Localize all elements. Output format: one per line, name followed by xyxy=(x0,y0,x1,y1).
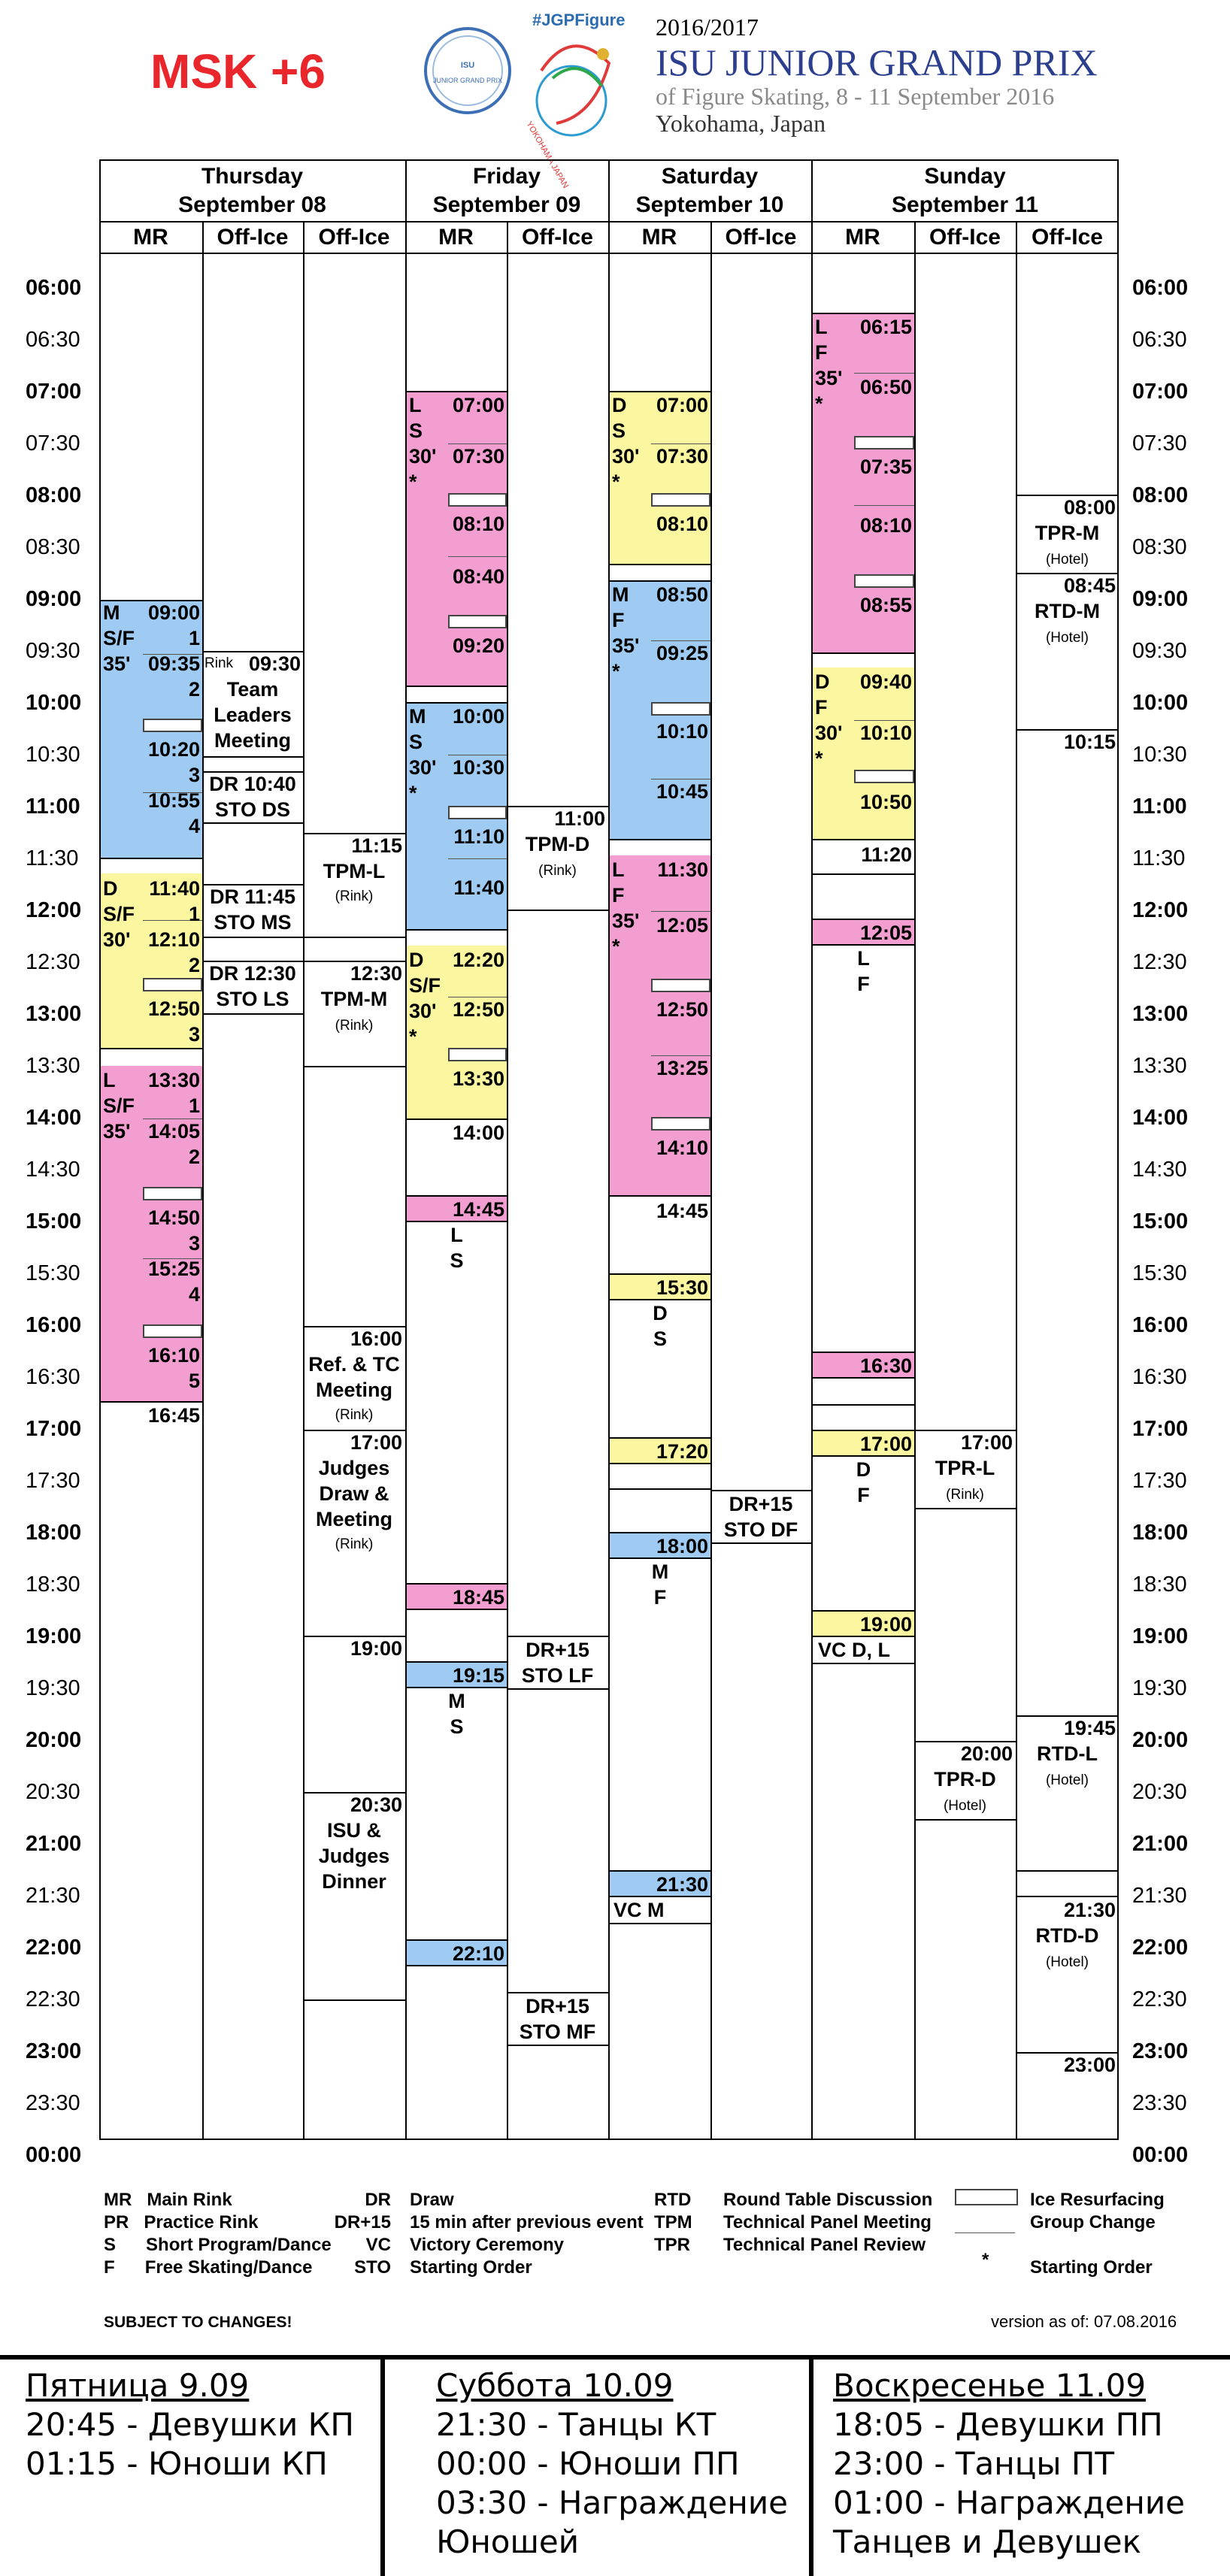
footer-divider xyxy=(0,2355,1230,2360)
thu-tl-time: 09:30 xyxy=(248,652,301,675)
col-line xyxy=(914,222,916,2140)
time-label: 08:30 xyxy=(26,535,80,559)
svg-text:ISU: ISU xyxy=(460,61,475,70)
group-change xyxy=(448,858,507,859)
version-note: version as of: 07.08.2016 xyxy=(991,2312,1177,2331)
resurfacing-mark xyxy=(448,493,507,507)
sat-ds-t1: 07:00 xyxy=(656,394,708,416)
sun-1205: 12:05 xyxy=(859,922,912,944)
slot-line xyxy=(914,1508,1016,1509)
time-label: 11:00 xyxy=(1132,795,1187,819)
fri-ms-code: M S 30' * xyxy=(409,705,437,804)
thu-ref-meeting: Ref. & TC Meeting xyxy=(308,1353,400,1401)
fri-sto-mf: DR+15 STO MF xyxy=(519,1995,596,2043)
slot-line xyxy=(813,873,914,875)
group-change xyxy=(854,373,914,374)
fri-ls-t2: 07:30 xyxy=(452,445,504,468)
fri-ds-t1: 12:20 xyxy=(452,949,504,971)
slot-line xyxy=(1016,1870,1119,1872)
sun-1120: 11:20 xyxy=(861,843,912,866)
time-label: 07:30 xyxy=(1132,431,1187,456)
fri-ds-t2: 12:50 xyxy=(452,998,504,1021)
resurfacing-mark xyxy=(143,1187,202,1200)
time-label: 07:30 xyxy=(26,431,80,456)
sun-1015: 10:15 xyxy=(1063,731,1116,753)
sun-rtdl-place: (Hotel) xyxy=(1045,1772,1089,1788)
footer-saturday: Суббота 10.09 21:30 - Танцы КТ 00:00 - Юноши ПП 03:30 - Награждение Юношей xyxy=(436,2367,788,2560)
fri-1445: 14:45 xyxy=(452,1198,504,1221)
time-label: 23:00 xyxy=(1132,2039,1189,2063)
time-label: 00:00 xyxy=(26,2143,82,2167)
time-label: 20:00 xyxy=(1132,1728,1189,1752)
time-label: 14:30 xyxy=(1132,1158,1187,1182)
slot-line xyxy=(202,937,303,938)
time-label: 11:30 xyxy=(26,846,79,870)
fri-ls-t3: 08:10 xyxy=(452,513,504,535)
sun-tprm: TPR-M xyxy=(1035,522,1100,544)
sun-rtdd-time: 21:30 xyxy=(1063,1899,1116,1921)
slot-line xyxy=(202,1013,303,1015)
time-label: 00:00 xyxy=(1132,2143,1189,2167)
col-header: Off-Ice xyxy=(929,225,1001,250)
time-label: 20:00 xyxy=(26,1728,82,1752)
sat-ds-t3: 08:10 xyxy=(656,513,708,535)
sun-rtdm-time: 08:45 xyxy=(1063,574,1116,597)
sat-1445: 14:45 xyxy=(656,1200,708,1222)
fri-sto-lf: DR+15 STO LF xyxy=(521,1639,594,1687)
col-header: Off-Ice xyxy=(318,225,390,250)
fri-tpmd-time: 11:00 xyxy=(554,807,605,830)
time-label: 07:00 xyxy=(1132,380,1189,404)
thu-ref-place: (Rink) xyxy=(335,1407,374,1423)
fri-2210: 22:10 xyxy=(452,1942,504,1965)
resurfacing-mark xyxy=(448,1048,507,1061)
col-line xyxy=(507,222,508,2140)
event-title: ISU JUNIOR GRAND PRIX xyxy=(656,41,1098,83)
group-change xyxy=(651,911,710,912)
thu-ms-code: M S/F 35' xyxy=(103,601,135,675)
slot-line xyxy=(914,1819,1016,1821)
thu-team-leaders: Team Leaders Meeting xyxy=(214,678,292,752)
time-label: 13:30 xyxy=(26,1054,80,1078)
sun-lf-t1: 06:15 xyxy=(859,316,912,338)
col-header: MR xyxy=(845,225,880,250)
fri-1845: 18:45 xyxy=(452,1586,504,1609)
thu-ds-times-2: 12:50 3 xyxy=(147,997,200,1046)
time-label: 09:30 xyxy=(1132,639,1187,663)
fri-ms-t1: 10:00 xyxy=(452,705,504,728)
day-header-friday: Friday September 09 xyxy=(432,164,581,217)
thu-ls-times: 13:30 1 14:05 2 xyxy=(147,1069,200,1168)
time-label: 22:00 xyxy=(26,1936,82,1960)
fri-1400: 14:00 xyxy=(452,1122,504,1144)
time-label: 23:30 xyxy=(26,2091,80,2115)
legend-col3-keys: RTD TPM TPR xyxy=(654,2190,692,2255)
thu-dinner: ISU & Judges Dinner xyxy=(318,1819,390,1893)
time-label: 06:30 xyxy=(1132,328,1187,352)
sun-df-code: D F 30' * xyxy=(815,670,843,770)
fri-1915: 19:15 xyxy=(452,1664,504,1687)
thu-tpml: TPM-L xyxy=(323,860,386,882)
time-label: 07:00 xyxy=(26,380,82,404)
slot-line xyxy=(202,822,303,824)
resurfacing-mark xyxy=(651,702,710,716)
time-label: 23:00 xyxy=(26,2039,82,2063)
time-label: 15:00 xyxy=(1132,1209,1189,1234)
slot-line xyxy=(507,2045,608,2046)
svg-text:JUNIOR GRAND PRIX: JUNIOR GRAND PRIX xyxy=(432,77,503,84)
resurfacing-mark xyxy=(651,493,710,507)
sat-ds-code: D S 30' * xyxy=(612,394,640,493)
thu-sto-ds: DR 10:40 STO DS xyxy=(209,773,296,821)
thu-ds-times: 11:40 1 12:10 2 xyxy=(147,877,200,976)
fri-ls-t4: 08:40 xyxy=(452,565,504,588)
time-label: 17:00 xyxy=(26,1417,82,1441)
sun-rtdl: RTD-L xyxy=(1037,1742,1098,1765)
fri-ms-t4: 11:40 xyxy=(453,876,504,899)
col-header: Off-Ice xyxy=(725,225,797,250)
col-header: MR xyxy=(641,225,677,250)
hashtag: #JGPFigure xyxy=(532,11,626,29)
sun-rtdm: RTD-M xyxy=(1035,600,1100,622)
time-label: 17:00 xyxy=(1132,1417,1189,1441)
time-label: 22:30 xyxy=(1132,1987,1187,2011)
time-label: 08:30 xyxy=(1132,535,1187,559)
slot-line xyxy=(507,910,608,911)
time-label: 15:00 xyxy=(26,1209,82,1234)
time-label: 22:30 xyxy=(26,1987,80,2011)
thu-ls-times-3: 16:10 5 xyxy=(147,1344,200,1392)
time-label: 23:30 xyxy=(1132,2091,1187,2115)
resurfacing-mark xyxy=(143,978,202,991)
thu-tpmm-time: 12:30 xyxy=(350,962,402,985)
sat-lf-t5: 14:10 xyxy=(656,1137,708,1159)
fri-ls-2: L S xyxy=(450,1224,464,1272)
sun-tprd-time: 20:00 xyxy=(960,1742,1013,1765)
sun-rtdd-place: (Hotel) xyxy=(1045,1954,1089,1970)
sat-1720: 17:20 xyxy=(656,1440,708,1463)
fri-ms-2: M S xyxy=(448,1690,465,1738)
thu-ms-times-2: 10:20 3 10:55 4 xyxy=(147,738,200,837)
time-label: 18:00 xyxy=(26,1521,82,1545)
sun-tprd-place: (Hotel) xyxy=(943,1798,986,1814)
time-label: 12:30 xyxy=(26,950,80,974)
time-label: 10:00 xyxy=(1132,691,1189,715)
thu-ref-time: 16:00 xyxy=(350,1327,402,1350)
sun-rtdl-time: 19:45 xyxy=(1063,1717,1116,1739)
legend-groupchange-swatch xyxy=(955,2232,1015,2233)
time-label: 12:00 xyxy=(1132,898,1189,922)
legend-col4: Ice Resurfacing Group Change Starting Order xyxy=(1030,2190,1165,2278)
col-header: Off-Ice xyxy=(1031,225,1103,250)
sat-lf-t3: 12:50 xyxy=(656,998,708,1021)
col-line xyxy=(710,222,712,2140)
resurfacing-mark xyxy=(854,436,914,450)
time-label: 21:00 xyxy=(1132,1832,1189,1856)
thu-sto-ls: DR 12:30 STO LS xyxy=(209,962,296,1010)
thu-tpmm-place: (Rink) xyxy=(335,1018,374,1034)
time-label: 15:30 xyxy=(26,1261,80,1285)
time-label: 09:30 xyxy=(26,639,80,663)
sat-ds-2: D S xyxy=(653,1302,668,1350)
thu-dinner-time: 20:30 xyxy=(350,1794,402,1816)
thu-tpml-place: (Rink) xyxy=(335,888,374,904)
time-label: 12:00 xyxy=(26,898,82,922)
sun-2300: 23:00 xyxy=(1063,2054,1116,2076)
sun-df-t1: 09:40 xyxy=(859,670,912,693)
slot-line xyxy=(303,937,405,938)
sun-tprd: TPR-D xyxy=(934,1768,996,1790)
slot-line xyxy=(710,1542,811,1544)
time-label: 16:30 xyxy=(1132,1365,1187,1389)
time-label: 10:30 xyxy=(1132,743,1187,767)
sun-lf-t2: 06:50 xyxy=(859,376,912,398)
sat-mf-t2: 09:25 xyxy=(656,642,708,664)
col-header: MR xyxy=(438,225,474,250)
resurfacing-mark xyxy=(854,770,914,783)
fri-tpmd-place: (Rink) xyxy=(538,863,577,879)
header-line xyxy=(99,253,1119,254)
slot-line xyxy=(610,1488,710,1490)
fri-ds-code: D S/F 30' * xyxy=(409,949,441,1048)
sun-lf-code: L F 35' * xyxy=(815,316,843,415)
thu-ls-times-2: 14:50 3 15:25 4 xyxy=(147,1206,200,1306)
footer-sunday: Воскресенье 11.09 18:05 - Девушки ПП 23:00 - Танцы ПТ 01:00 - Награждение Танцев и Девушек xyxy=(833,2367,1185,2560)
sat-mf-t3: 10:10 xyxy=(656,720,708,743)
slot-line xyxy=(303,1066,405,1067)
slot-line xyxy=(610,1923,710,1924)
sun-df-t2: 10:10 xyxy=(859,722,912,744)
fri-ms-t3: 11:10 xyxy=(453,825,504,848)
time-label: 12:30 xyxy=(1132,950,1187,974)
resurfacing-mark xyxy=(854,574,914,588)
group-change xyxy=(448,556,507,557)
sun-df-2: D F xyxy=(856,1458,871,1506)
time-label: 16:00 xyxy=(1132,1313,1189,1337)
sun-vc-dl: VC D, L xyxy=(818,1639,891,1661)
thu-mr-end: 16:45 xyxy=(147,1404,200,1427)
thu-tpmm: TPM-M xyxy=(320,988,388,1010)
sat-lf-t2: 12:05 xyxy=(656,914,708,937)
time-label: 17:30 xyxy=(26,1469,80,1493)
resurfacing-mark xyxy=(651,1117,710,1131)
thu-ms-times: 09:00 1 09:35 2 xyxy=(147,601,200,701)
resurfacing-mark xyxy=(448,615,507,628)
time-label: 10:30 xyxy=(26,743,80,767)
time-label: 16:00 xyxy=(26,1313,82,1337)
slot-line xyxy=(813,1404,914,1406)
legend-col1: MR Main Rink PR Practice Rink S Short Program/Dance F Free Skating/Dance xyxy=(104,2190,332,2278)
time-label: 21:30 xyxy=(1132,1884,1187,1908)
time-label: 09:00 xyxy=(1132,587,1189,611)
time-label: 21:00 xyxy=(26,1832,82,1856)
sat-sto-df: DR+15 STO DF xyxy=(723,1493,798,1541)
time-label: 22:00 xyxy=(1132,1936,1189,1960)
sun-lf-2: L F xyxy=(857,947,870,995)
sun-rtdd: RTD-D xyxy=(1035,1924,1099,1947)
fri-tpmd: TPM-D xyxy=(525,833,590,855)
time-label: 14:00 xyxy=(26,1106,82,1130)
time-label: 08:00 xyxy=(1132,483,1189,507)
sun-lf-t3: 07:35 xyxy=(859,456,912,478)
fri-ls-code: L S 30' * xyxy=(409,394,437,493)
thu-draw-place: (Rink) xyxy=(335,1536,374,1552)
time-label: 06:00 xyxy=(26,276,82,300)
event-logo xyxy=(421,11,647,190)
event-subtitle: of Figure Skating, 8 - 11 September 2016 xyxy=(656,83,1055,110)
time-label: 21:30 xyxy=(26,1884,80,1908)
resurfacing-mark xyxy=(651,979,710,992)
time-label: 17:30 xyxy=(1132,1469,1187,1493)
slot-line xyxy=(813,1663,914,1664)
sat-ds-t2: 07:30 xyxy=(656,445,708,468)
slot-line xyxy=(303,1999,405,2001)
time-label: 16:30 xyxy=(26,1365,80,1389)
footer-friday: Пятница 9.09 20:45 - Девушки КП 01:15 - Юноши КП xyxy=(26,2367,355,2482)
sun-1630: 16:30 xyxy=(859,1355,912,1377)
sat-vc-m: VC M xyxy=(613,1899,665,1921)
time-label: 06:30 xyxy=(26,328,80,352)
sun-tprl: TPR-L xyxy=(935,1457,995,1479)
sat-1530: 15:30 xyxy=(656,1276,708,1299)
time-label: 10:00 xyxy=(26,691,82,715)
sun-tprm-place: (Hotel) xyxy=(1045,552,1089,568)
col-line xyxy=(202,222,204,2140)
sun-df-t3: 10:50 xyxy=(859,791,912,813)
time-label: 19:00 xyxy=(1132,1624,1189,1648)
time-label: 08:00 xyxy=(26,483,82,507)
fri-ls-t1: 07:00 xyxy=(452,394,504,416)
thu-rink-note: Rink xyxy=(204,655,234,671)
time-label: 13:00 xyxy=(1132,1002,1189,1026)
time-label: 18:30 xyxy=(26,1573,80,1597)
fri-ls-t5: 09:20 xyxy=(452,634,504,657)
time-label: 15:30 xyxy=(1132,1261,1187,1285)
col-header: Off-Ice xyxy=(521,225,593,250)
sun-tprl-time: 17:00 xyxy=(960,1431,1013,1454)
sat-mf-2: M F xyxy=(651,1560,669,1609)
footer-col-divider xyxy=(380,2355,385,2576)
group-change xyxy=(854,505,914,506)
sun-tprm-time: 08:00 xyxy=(1063,496,1116,519)
sat-2130: 21:30 xyxy=(656,1873,708,1896)
sat-lf-code: L F 35' * xyxy=(612,858,640,958)
legend-resurfacing-swatch xyxy=(955,2189,1018,2205)
sat-lf-t1: 11:30 xyxy=(657,858,708,881)
time-label: 13:30 xyxy=(1132,1054,1187,1078)
sun-1900: 19:00 xyxy=(859,1613,912,1636)
time-label: 20:30 xyxy=(1132,1780,1187,1804)
sun-lf-t4: 08:10 xyxy=(859,514,912,537)
thu-tpml-time: 11:15 xyxy=(351,834,402,857)
thu-ds-code: D S/F 30' xyxy=(103,877,135,951)
sat-1800: 18:00 xyxy=(656,1535,708,1557)
fri-ms-t2: 10:30 xyxy=(452,756,504,779)
footer-col-divider xyxy=(809,2355,813,2576)
sun-1700: 17:00 xyxy=(859,1433,912,1455)
season-year: 2016/2017 xyxy=(656,14,759,41)
time-label: 20:30 xyxy=(26,1780,80,1804)
sun-rtdm-place: (Hotel) xyxy=(1045,630,1089,646)
time-label: 13:00 xyxy=(26,1002,82,1026)
sat-mf-t4: 10:45 xyxy=(656,780,708,803)
thu-judges-draw: Judges Draw & Meeting xyxy=(315,1457,392,1530)
legend-col2-keys: DR DR+15 VC STO xyxy=(334,2190,391,2278)
col-header: Off-Ice xyxy=(217,225,289,250)
legend-col2-values: Draw 15 min after previous event Victory Ceremony Starting Order xyxy=(410,2190,644,2278)
time-label: 14:00 xyxy=(1132,1106,1189,1130)
time-label: 09:00 xyxy=(26,587,82,611)
day-header-sunday: Sunday September 11 xyxy=(891,164,1039,217)
legend-col3-values: Round Table Discussion Technical Panel Meeting Technical Panel Review xyxy=(723,2190,933,2255)
sat-lf-t4: 13:25 xyxy=(656,1057,708,1079)
time-label: 11:00 xyxy=(26,795,80,819)
time-label: 19:30 xyxy=(1132,1676,1187,1700)
subject-to-changes: SUBJECT TO CHANGES! xyxy=(104,2314,292,2331)
time-label: 19:30 xyxy=(26,1676,80,1700)
resurfacing-mark xyxy=(448,806,507,819)
sun-tprl-place: (Rink) xyxy=(946,1487,984,1503)
time-label: 14:30 xyxy=(26,1158,80,1182)
time-label: 19:00 xyxy=(26,1624,82,1648)
resurfacing-mark xyxy=(143,1324,202,1338)
sun-lf-t5: 08:55 xyxy=(859,594,912,616)
sat-mf-t1: 08:50 xyxy=(656,583,708,606)
thu-1900: 19:00 xyxy=(350,1637,402,1660)
time-label: 18:30 xyxy=(1132,1573,1187,1597)
time-label: 06:00 xyxy=(1132,276,1189,300)
msk-offset-label: MSK +6 xyxy=(150,44,326,98)
sat-mf-code: M F 35' * xyxy=(612,583,640,683)
time-label: 11:30 xyxy=(1132,846,1186,870)
thu-ls-code: L S/F 35' xyxy=(103,1069,135,1143)
resurfacing-mark xyxy=(143,719,202,732)
col-header: MR xyxy=(133,225,168,250)
thu-sto-ms: DR 11:45 STO MS xyxy=(209,885,296,934)
slot-line xyxy=(202,756,303,758)
thu-draw-time: 17:00 xyxy=(350,1431,402,1454)
svg-text:YOKOHAMA JAPAN: YOKOHAMA JAPAN xyxy=(524,120,571,190)
time-label: 18:00 xyxy=(1132,1521,1189,1545)
slot-line xyxy=(507,1688,608,1690)
fri-ds-t3: 13:30 xyxy=(452,1067,504,1090)
legend-star: * xyxy=(982,2250,989,2270)
day-header-saturday: Saturday September 10 xyxy=(635,164,784,217)
event-location: Yokohama, Japan xyxy=(656,110,826,137)
day-header-thursday: Thursday September 08 xyxy=(178,164,326,217)
